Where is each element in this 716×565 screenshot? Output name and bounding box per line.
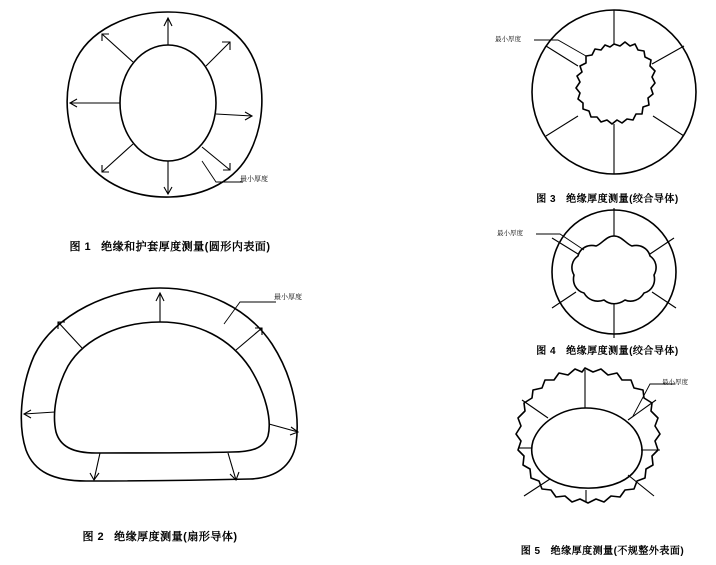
figure-4-caption-text: 绝缘厚度测量(绞合导体) xyxy=(566,346,679,357)
fig3-inner-serrated xyxy=(576,42,655,124)
figure-2-number: 图 2 xyxy=(82,531,105,543)
figure-5-caption-text: 绝缘厚度测量(不规整外表面) xyxy=(550,546,685,557)
figure-5-number: 图 5 xyxy=(520,546,541,557)
figure-1-number: 图 1 xyxy=(69,241,92,253)
figure-2-caption-text: 绝缘厚度测量(扇形导体) xyxy=(114,531,238,543)
fig4-annotation-label: 最小厚度 xyxy=(497,230,523,237)
fig2-annotation-label: 最小厚度 xyxy=(274,294,302,301)
figure-1-caption-text: 绝缘和护套厚度测量(圆形内表面) xyxy=(101,241,271,253)
fig1-annotation-label: 最小厚度 xyxy=(240,176,268,183)
fig1-measurement-arrows xyxy=(70,18,252,194)
fig1-outer-outline xyxy=(67,12,262,197)
fig3-annotation-label: 最小厚度 xyxy=(495,36,521,43)
fig5-annotation-label: 最小厚度 xyxy=(662,379,688,386)
figure-3-diagram xyxy=(524,4,704,184)
figure-2-caption xyxy=(20,528,300,544)
fig5-inner-outline xyxy=(532,408,642,488)
figure-1-diagram xyxy=(40,4,300,224)
fig2-measurement-arrows xyxy=(24,293,298,480)
figure-4-number: 图 4 xyxy=(536,346,557,357)
figure-3-caption-text: 绝缘厚度测量(绞合导体) xyxy=(566,194,679,205)
figure-5-diagram xyxy=(470,360,700,540)
figure-5-caption xyxy=(490,542,715,557)
fig2-annotation-leader xyxy=(224,302,276,324)
fig4-inner-flower xyxy=(572,236,656,304)
fig3-measurement-arrows xyxy=(546,10,684,174)
figure-2-diagram xyxy=(10,280,310,520)
fig1-inner-outline xyxy=(120,45,216,161)
fig2-inner-outline xyxy=(55,322,270,453)
figure-4-caption xyxy=(500,342,715,357)
figure-4-diagram xyxy=(524,200,704,350)
figure-3-number: 图 3 xyxy=(536,194,557,205)
fig2-outer-outline xyxy=(21,288,297,481)
figure-1-caption xyxy=(30,238,310,254)
